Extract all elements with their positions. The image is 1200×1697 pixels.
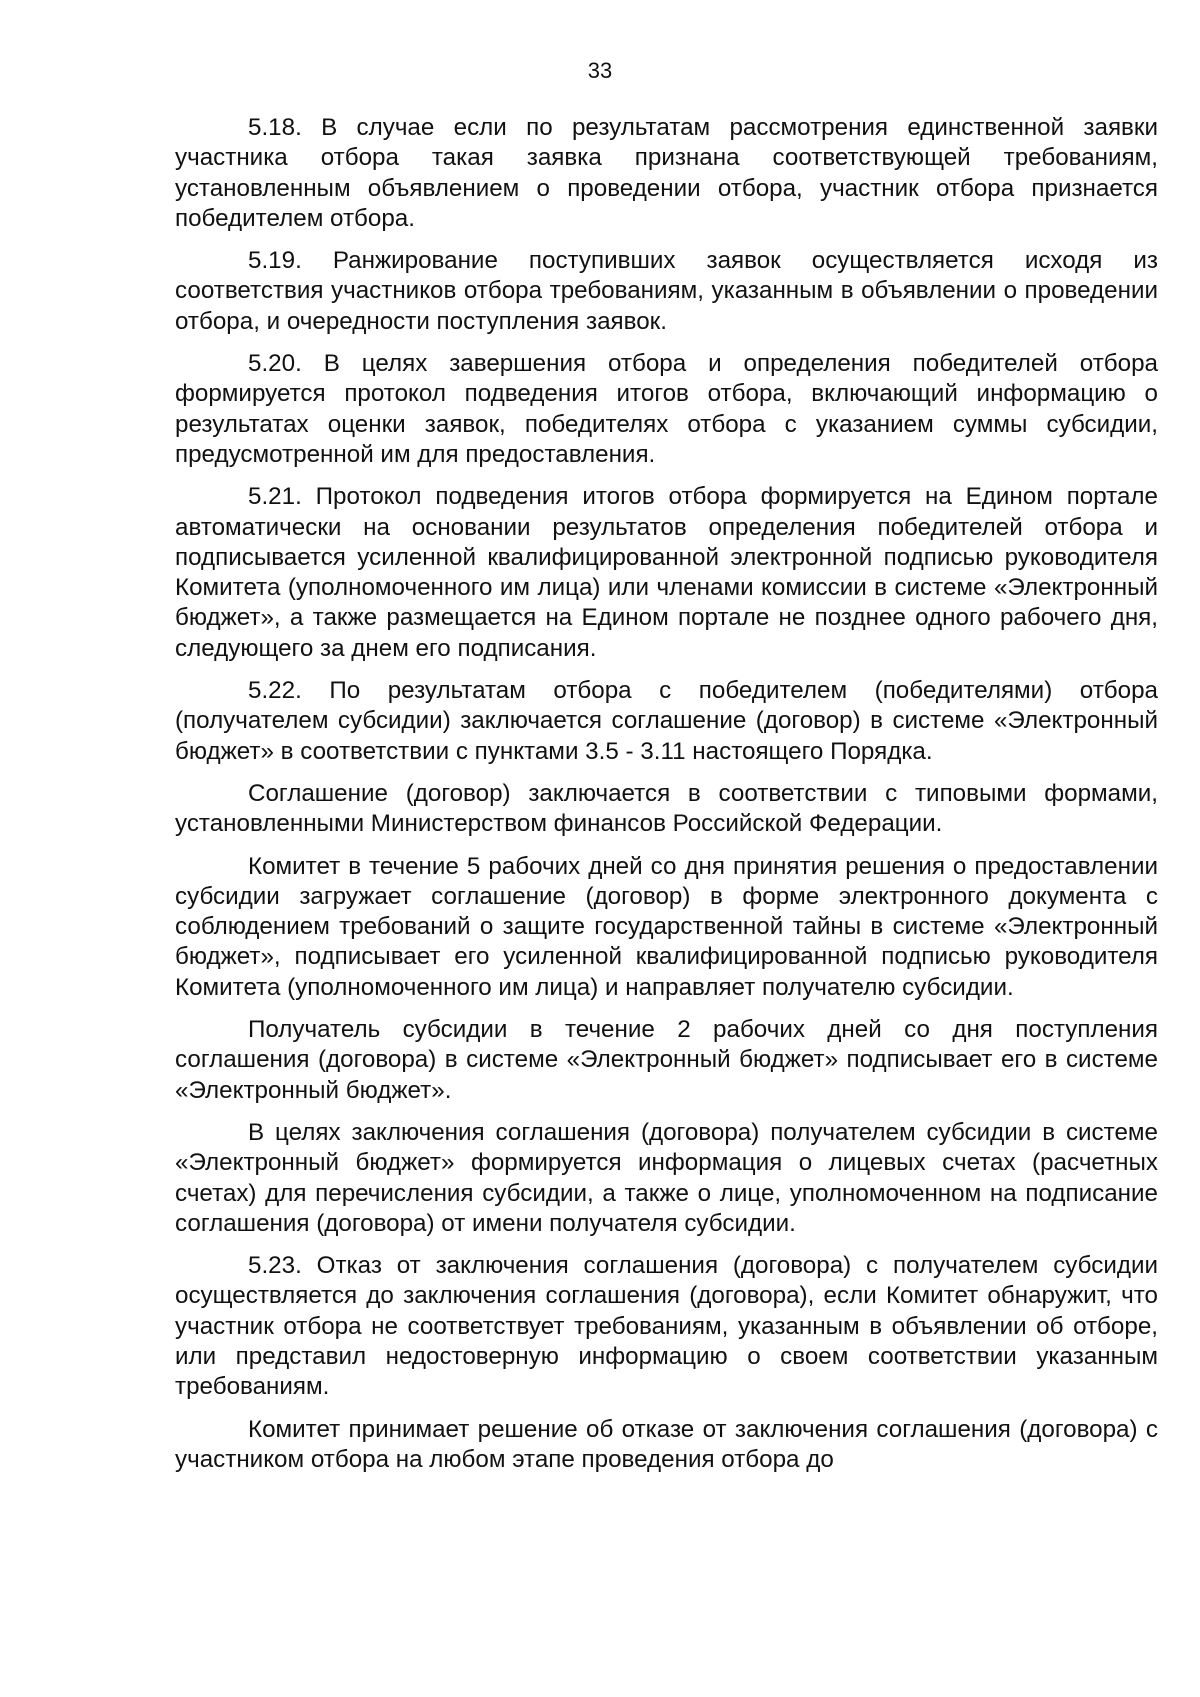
page-number: 33 [587, 58, 613, 83]
paragraph-refusal-decision: Комитет принимает решение об отказе от заключения соглашения (договора) с участником отбора на любом этапе проведения отбора до [175, 1415, 1158, 1473]
paragraph-5-19: 5.19. Ранжирование поступивших заявок осуществляется исходя из соответствия участников отбора требованиям, указанным в объявлении о проведении отбора, и очередности поступления заявок. [175, 247, 1158, 335]
paragraph-agreement-forms: Соглашение (договор) заключается в соответствии с типовыми формами, установленными Министерством финансов Российской Федерации. [175, 779, 1158, 838]
paragraph-5-23: 5.23. Отказ от заключения соглашения (договора) с получателем субсидии осуществляется до заключения соглашения (договора), если Комитет обнаружит, что участник отбора не соответствует требованиям, указанным в объявлении об отборе, или представил недостоверную информацию о своем соответствии указанным требованиям. [175, 1252, 1158, 1401]
paragraph-5-21: 5.21. Протокол подведения итогов отбора формируется на Едином портале автоматически на основании результатов определения победителей отбора и подписывается усиленной квалифицированной электронной подписью руководителя Комитета (уполномоченного им лица) или членами комиссии в системе «Электронный бюджет», а также размещается на Едином портале не позднее одного рабочего дня, следующего за днем его подписания. [175, 483, 1158, 662]
document-body [175, 113, 1158, 1475]
paragraph-5-22: 5.22. По результатам отбора с победителем (победителями) отбора (получателем субсидии) заключается соглашение (договор) в системе «Электронный бюджет» в соответствии с пунктами 3.5 - 3.11 настоящего Порядка. [175, 677, 1158, 765]
paragraph-committee-upload: Комитет в течение 5 рабочих дней со дня принятия решения о предоставлении субсидии загружает соглашение (договор) в форме электронного документа с соблюдением требований о защите государственной тайны в системе «Электронный бюджет», подписывает его усиленной квалифицированной подписью руководителя Комитета (уполномоченного им лица) и направляет получателю субсидии. [175, 852, 1158, 1001]
paragraph-5-20: 5.20. В целях завершения отбора и определения победителей отбора формируется протокол подведения итогов отбора, включающий информацию о результатах оценки заявок, победителях отбора с указанием суммы субсидии, предусмотренной им для предоставления. [175, 350, 1158, 468]
paragraph-recipient-signs: Получатель субсидии в течение 2 рабочих дней со дня поступления соглашения (договора) в системе «Электронный бюджет» подписывает его в системе «Электронный бюджет». [175, 1016, 1158, 1104]
paragraph-5-18: 5.18. В случае если по результатам рассмотрения единственной заявки участника отбора такая заявка признана соответствующей требованиям, установленным объявлением о проведении отбора, участник отбора признается победителем отбора. [175, 114, 1158, 232]
paragraph-account-info: В целях заключения соглашения (договора) получателем субсидии в системе «Электронный бюджет» формируется информация о лицевых счетах (расчетных счетах) для перечисления субсидии, а также о лице, уполномоченном на подписание соглашения (договора) от имени получателя субсидии. [175, 1118, 1158, 1237]
